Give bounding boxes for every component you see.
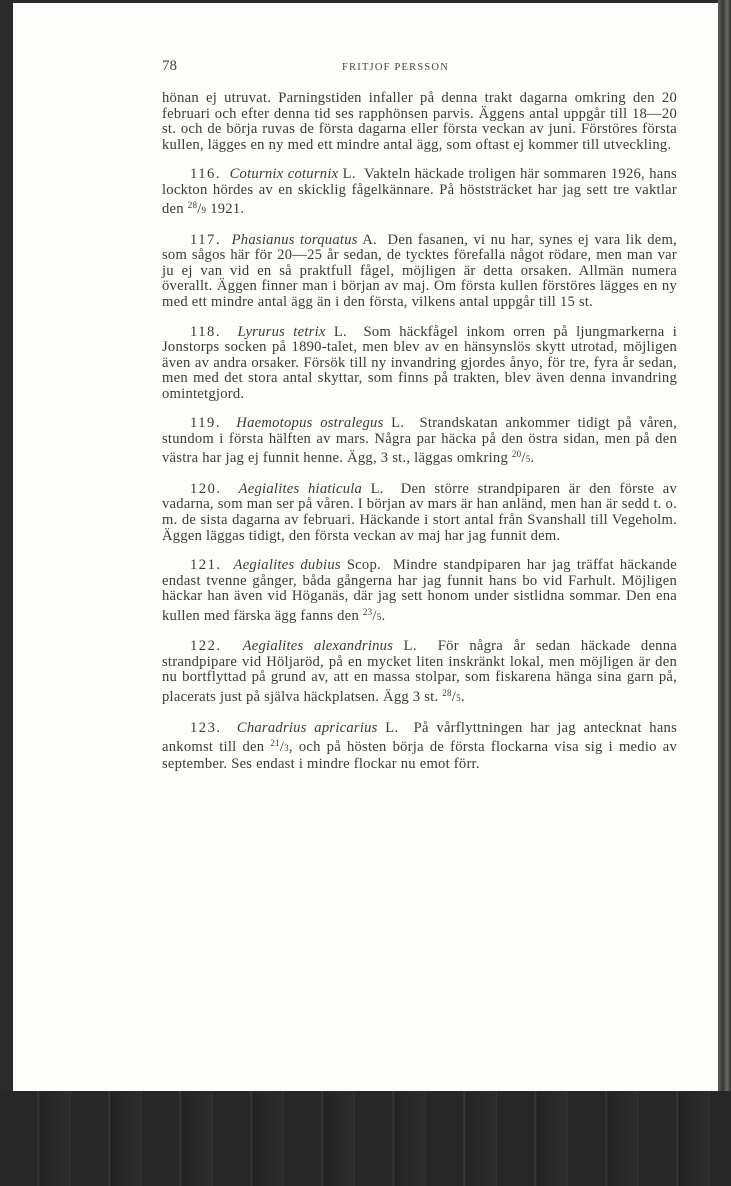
entry-text: För några år sedan häckade denna strandpipare vid Höljaröd, på en mycket liten inskränkt lokal, men möjligen är den nu bortflyttad på grund av, att en massa stolpar, som fiskarena hänga sina garn på, placerats just på själva häckplatsen. Ägg 3 st. [162,638,677,705]
species-entry: 116. Coturnix coturnix L. Vakteln häckade troligen här sommaren 1926, hans lockton hördes av en skicklig fågelkännare. På höststräcket har jag sett tre vaktlar den $^{28}$/9 1921. [162,166,677,218]
running-title: FRITJOF PERSSON [342,62,449,73]
entry-number: 122. [190,638,222,655]
authority: A. [362,231,377,248]
authority: L. [342,166,356,183]
date-month: 5 [376,611,382,622]
continuation-paragraph: hönan ej utruvat. Parningstiden infaller på denna trakt dagarna omkring den 20 februari och efter denna tid ses rapphönsen parvis. Äggens antal uppgår till 18—20 st. och de börja ruvas de första dagarna eller första veckan av juni. Förstöres första kullen, lägges en ny med ett mindre antal ägg, som oftast ej kommer till utveckling. [162,90,677,153]
page-number: 78 [162,58,177,74]
species-entry [162,325,677,403]
species-entry: 123. Charadrius apricarius L. På vårflyttningen har jag antecknat hans ankomst till den $^{21}$/3, och på hösten börja de första flockarna visa sig i medio av september. Ses endast i mindre flockar nu emot förr. [162,719,678,772]
entry-number: 121. [190,557,222,574]
date-day: 20 [511,449,522,460]
species-name: Phasianus torquatus [231,231,358,248]
entry-number: 117. [190,231,221,248]
species-entry [162,233,677,311]
entry-text-after: . [381,607,386,624]
authority: Scop. [346,557,381,574]
species-name: Haemotopus ostralegus [236,415,384,432]
entry-number: 123. [190,719,222,736]
entry-text: På vårflyttningen har jag antecknat hans ankomst till den [162,719,678,756]
species-name: Charadrius apricarius [236,719,378,736]
scanner-background [0,1091,731,1186]
entry-text-after: , och på hösten börja de första flockarna visa sig i medio av september. Ses endast i mindre flockar nu emot förr. [162,739,677,772]
date-month: 9 [201,205,207,216]
entry-text: Den större strandpiparen är den förste av vadarna, som man ser på våren. I början av mars är han anländ, men han är sedd t. o. m. de sista dagarna av februari. Häckande i stort antal från Svanshall till Vegeholm. Äggen läggas tidigt, den första veckan av maj har jag funnit dem. [162,480,678,544]
species-name: Aegialites alexandrinus [242,638,394,655]
authority: L. [385,719,399,736]
entry-text-after: . [460,688,465,705]
entry-text: Den fasanen, vi nu har, synes ej vara lik dem, som sågos här för 20—25 år sedan, de tycktes förefalla något rödare, men man var ju ej van vid en så praktfull fågel, möjligen är detta orsaken. Allmän numera överallt. Äggen finner man i början av maj. Om första kullen förstöres lägges en ny med ett mindre antal ägg än i den första, vilkens antal uppgår till 15 st. [162,231,678,311]
entry-number: 120. [190,480,222,497]
page-edge-right [718,0,731,1186]
entry-text-after: . [530,450,535,467]
species-entry: 119. Haemotopus ostralegus L. Strandskatan ankommer tidigt på våren, stundom i första hälften av mars. Några par häcka på den östra sidan, men på den västra har jag ej funnit henne. Ägg, 3 st., läggas omkring $^{20}$/5. [162,415,678,467]
species-name: Aegialites dubius [233,557,341,574]
entry-text: Mindre standpiparen har jag träffat häckande endast tvenne gånger, båda gångerna har jag funnit hans bo vid Farhult. Möjligen häckar han även vid Höganäs, där jag sett honom under sistlidna sommar. Den ena kullen med färska ägg fanns den [162,557,678,624]
entry-number: 116. [190,166,221,183]
entry-text: Vakteln häckade troligen här sommaren 1926, hans lockton hördes av en skicklig fågelkännare. På höststräcket har jag sett tre vaktlar den [162,166,677,218]
date-day: 28 [187,200,198,211]
authority: L. [403,638,417,655]
entry-number: 118. [190,323,221,340]
entry-text-after: 1921. [206,201,245,218]
authority: L. [333,323,347,340]
species-entry: 122. Aegialites alexandrinus L. För några år sedan häckade denna strandpipare vid Höljaröd, på en mycket liten inskränkt lokal, men möjligen är den nu bortflyttad på grund av, att en massa stolpar, som fiskarena hänga sina garn på, placerats just på själva häckplatsen. Ägg 3 st. $^{28}$/5. [162,638,677,705]
date-month: 5 [456,692,461,703]
species-name: Coturnix coturnix [229,166,339,183]
date-month: 3 [284,743,289,754]
body-text [162,91,677,772]
species-name: Aegialites hiaticula [238,480,363,497]
authority: L. [391,415,405,432]
running-head [162,58,677,78]
date-day: 28 [442,687,452,698]
date-day: 21 [270,738,280,749]
entry-text: Strandskatan ankommer tidigt på våren, stundom i första hälften av mars. Några par häcka på den östra sidan, men på den västra har jag ej funnit henne. Ägg, 3 st., läggas omkring [162,415,678,467]
date-day: 23 [362,606,373,617]
species-entry: 121. Aegialites dubius Scop. Mindre standpiparen har jag träffat häckande endast tvenne gånger, båda gångerna har jag funnit hans bo vid Farhult. Möjligen häckar han även vid Höganäs, där jag sett honom under sistlidna sommar. Den ena kullen med färska ägg fanns den $^{23}$/5. [162,557,678,624]
date-month: 5 [525,454,531,465]
entry-text: Som häckfågel inkom orren på ljungmarkerna i Jonstorps socken på 1890-talet, men blev av en hänsynslös skytt utrotad, möjligen även av andra orsaker. Försök till ny invandring gjordes ånyo, för tre, fyra år sedan, men med det stora antal skyttar, som finns på trakten, blev även denna invandring omintetgjord. [162,323,677,402]
species-entry [162,482,677,544]
entry-number: 119. [190,415,221,432]
species-name: Lyrurus tetrix [237,323,326,340]
authority: L. [370,480,384,497]
